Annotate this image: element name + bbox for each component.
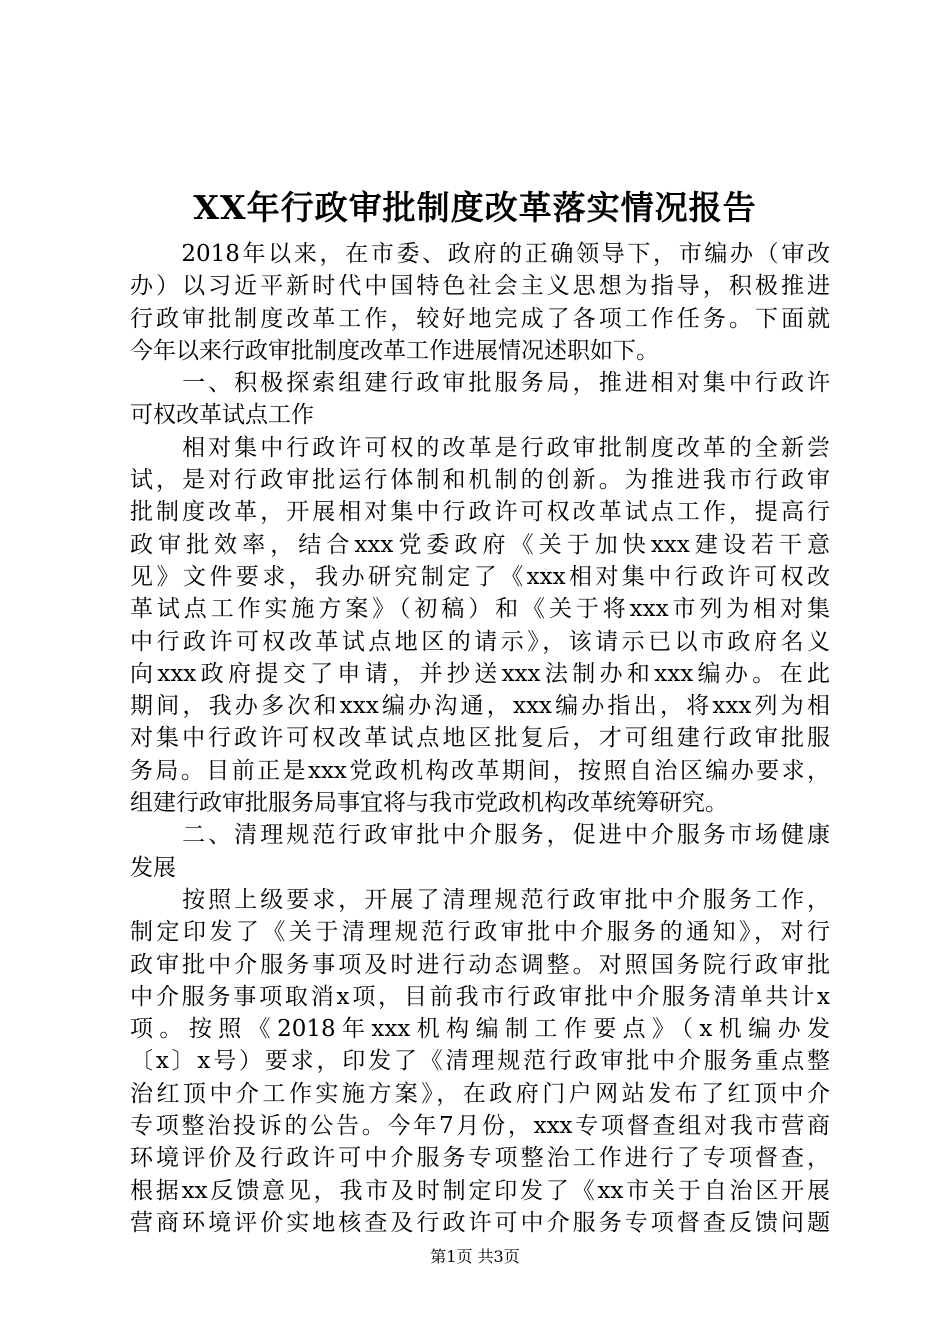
body-line: 可权改革试点工作 — [130, 402, 314, 429]
body-line: 按照上级要求，开展了清理规范行政审批中介服务工作， — [130, 886, 830, 913]
body-line: 今年以来行政审批制度改革工作进展情况述职如下。 — [130, 337, 659, 364]
body-line: 营商环境评价实地核查及行政许可中介服务专项督查反馈问题 — [130, 1209, 830, 1236]
body-line: 2018年以来，在市委、政府的正确领导下，市编办（审改 — [130, 241, 830, 267]
body-line: 政审批效率，结合xxx党委政府《关于加快xxx建设若干意 — [130, 531, 830, 558]
body-line: 项。按照《2018年xxx机构编制工作要点》（x机编办发 — [130, 1016, 830, 1043]
body-line: 〔x〕x号）要求，印发了《清理规范行政审批中介服务重点整 — [130, 1048, 830, 1075]
body-line: 中介服务事项取消x项，目前我市行政审批中介服务清单共计x — [130, 983, 830, 1010]
body-line: 组建行政审批服务局事宜将与我市党政机构改革统筹研究。 — [130, 790, 728, 817]
body-line: 环境评价及行政许可中介服务专项整治工作进行了专项督查， — [130, 1145, 830, 1172]
page-footer: 第1页 共3页 — [430, 1247, 520, 1266]
body-line: 期间，我办多次和xxx编办沟通，xxx编办指出，将xxx列为相 — [130, 693, 830, 720]
body-line: 中行政许可权改革试点地区的请示》，该请示已以市政府名义 — [130, 628, 830, 655]
body-line: 试，是对行政审批运行体制和机制的创新。为推进我市行政审 — [130, 467, 830, 494]
body-line: 批制度改革，开展相对集中行政许可权改革试点工作，提高行 — [130, 499, 830, 526]
body-line: 见》文件要求，我办研究制定了《xxx相对集中行政许可权改 — [130, 563, 830, 590]
body-line: 革试点工作实施方案》（初稿）和《关于将xxx市列为相对集 — [130, 596, 830, 623]
body-line: 一、积极探索组建行政审批服务局，推进相对集中行政许 — [130, 370, 830, 397]
body-line: 专项整治投诉的公告。今年7月份，xxx专项督查组对我市营商 — [130, 1113, 830, 1140]
body-line: 治红顶中介工作实施方案》，在政府门户网站发布了红顶中介 — [130, 1080, 830, 1107]
body-line: 制定印发了《关于清理规范行政审批中介服务的通知》，对行 — [130, 919, 830, 946]
body-line: 务局。目前正是xxx党政机构改革期间，按照自治区编办要求， — [130, 757, 830, 784]
body-line: 行政审批制度改革工作，较好地完成了各项工作任务。下面就 — [130, 305, 830, 332]
body-line: 向xxx政府提交了申请，并抄送xxx法制办和xxx编办。在此 — [130, 660, 830, 687]
body-line: 对集中行政许可权改革试点地区批复后，才可组建行政审批服 — [130, 725, 830, 752]
body-line: 相对集中行政许可权的改革是行政审批制度改革的全新尝 — [130, 434, 830, 461]
body-line: 办）以习近平新时代中国特色社会主义思想为指导，积极推进 — [130, 273, 830, 300]
body-line: 二、清理规范行政审批中介服务，促进中介服务市场健康 — [130, 822, 830, 849]
body-line: 根据xx反馈意见，我市及时制定印发了《xx市关于自治区开展 — [130, 1177, 830, 1204]
body-line: 政审批中介服务事项及时进行动态调整。对照国务院行政审批 — [130, 951, 830, 978]
document-body — [130, 238, 830, 1239]
document-title: XX年行政审批制度改革落实情况报告 — [193, 188, 757, 227]
body-line: 发展 — [130, 854, 176, 881]
